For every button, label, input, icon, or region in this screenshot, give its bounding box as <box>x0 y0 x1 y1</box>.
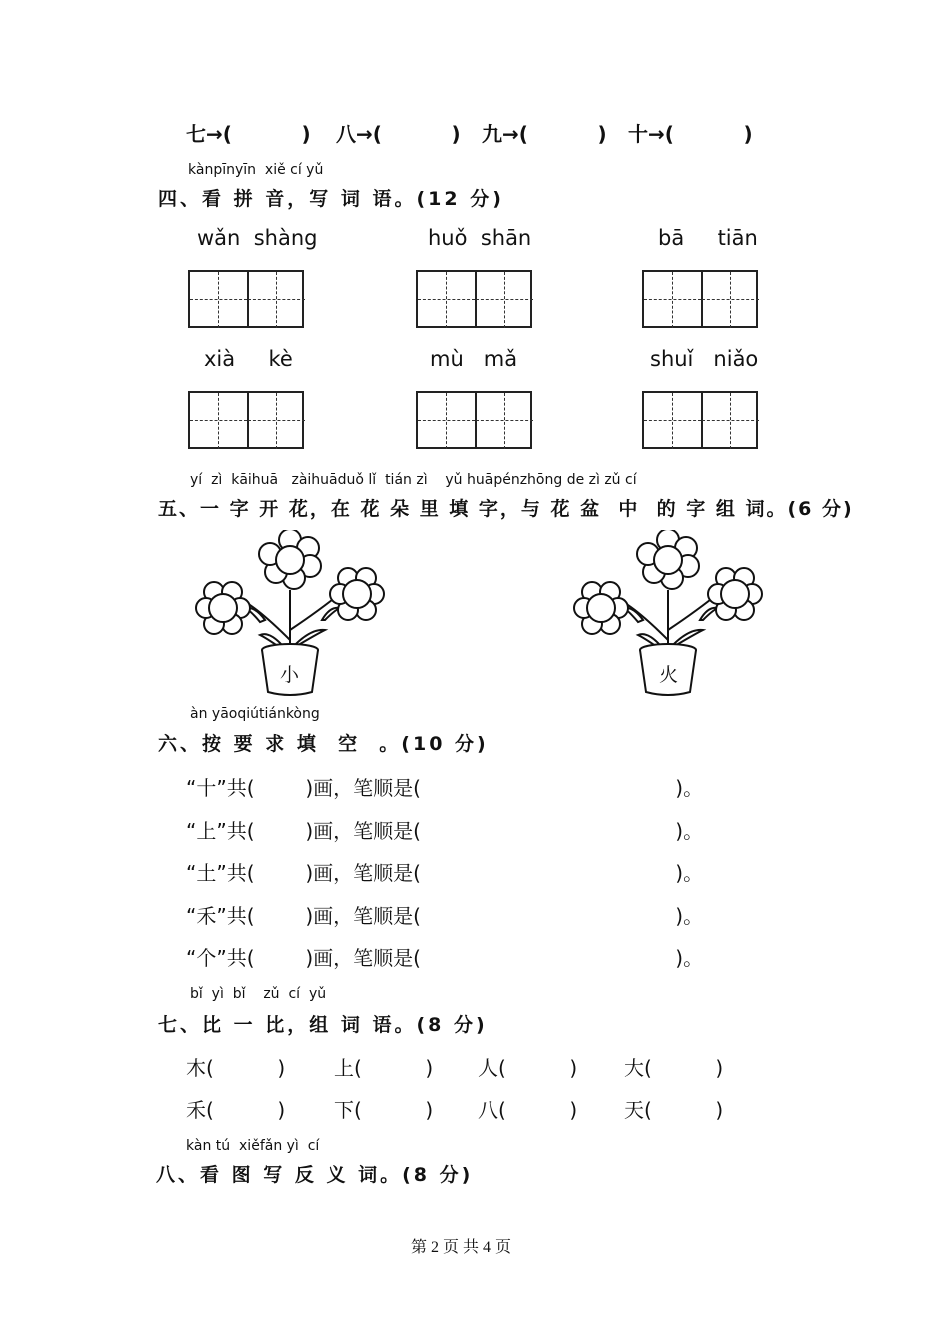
page-number: 第 2 页 共 4 页 <box>411 1239 512 1256</box>
stroke-row-5: “个”共( )画，笔顺是( )。 <box>186 946 704 970</box>
word-pinyin-5: mù mǎ <box>430 347 518 371</box>
fill-item-eight: 八→( ) <box>336 122 461 146</box>
compare-mu: 木( ) <box>186 1056 286 1080</box>
pot-character-right: 火 <box>659 664 679 686</box>
fill-item-seven: 七→( ) <box>186 122 311 146</box>
fill-item-nine: 九→( ) <box>482 122 607 146</box>
section4-pinyin: kànpīnyīn xiě cí yǔ <box>188 162 324 178</box>
writing-box-1[interactable] <box>188 270 304 328</box>
section8-pinyin: kàn tú xiěfǎn yì cí <box>186 1138 320 1154</box>
compare-xia: 下( ) <box>334 1098 434 1122</box>
writing-box-5[interactable] <box>416 391 532 449</box>
compare-tian: 天( ) <box>624 1098 724 1122</box>
section7-title: 七、比 一 比，组 词 语。(8 分) <box>158 1014 488 1036</box>
section6-pinyin: àn yāoqiútiánkòng <box>190 706 320 722</box>
stroke-row-4: “禾”共( )画，笔顺是( )。 <box>186 904 704 928</box>
stroke-row-1: “十”共( )画，笔顺是( )。 <box>186 776 704 800</box>
word-pinyin-4: xià kè <box>204 347 293 371</box>
fill-item-ten: 十→( ) <box>628 122 753 146</box>
word-pinyin-2: huǒ shān <box>428 226 532 250</box>
writing-box-4[interactable] <box>188 391 304 449</box>
flower-top <box>259 530 321 589</box>
section4-title: 四、看 拼 音，写 词 语。(12 分) <box>158 188 504 210</box>
pot-character-left: 小 <box>280 664 300 686</box>
compare-ren: 人( ) <box>478 1056 578 1080</box>
section8-title: 八、看 图 写 反 义 词。(8 分) <box>156 1164 474 1186</box>
stroke-row-3: “土”共( )画，笔顺是( )。 <box>186 861 704 885</box>
stroke-row-2: “上”共( )画，笔顺是( )。 <box>186 819 704 843</box>
word-pinyin-3: bā tiān <box>658 226 758 250</box>
section5-title: 五、一 字 开 花，在 花 朵 里 填 字，与 花 盆 中 的 字 组 词。(6 分) <box>158 498 854 520</box>
compare-da: 大( ) <box>624 1056 724 1080</box>
word-pinyin-1: wǎn shàng <box>197 226 318 250</box>
compare-ba: 八( ) <box>478 1098 578 1122</box>
section5-pinyin: yí zì kāihuā zàihuāduǒ lǐ tián zì yǔ huāpénzhōng de zì zǔ cí <box>190 472 637 488</box>
compare-he: 禾( ) <box>186 1098 286 1122</box>
writing-box-2[interactable] <box>416 270 532 328</box>
writing-box-6[interactable] <box>642 391 758 449</box>
writing-box-3[interactable] <box>642 270 758 328</box>
compare-shang: 上( ) <box>334 1056 434 1080</box>
section6-title: 六、按 要 求 填 空 。(10 分) <box>158 733 489 755</box>
section7-pinyin: bǐ yì bǐ zǔ cí yǔ <box>190 986 327 1002</box>
word-pinyin-6: shuǐ niǎo <box>650 347 759 371</box>
